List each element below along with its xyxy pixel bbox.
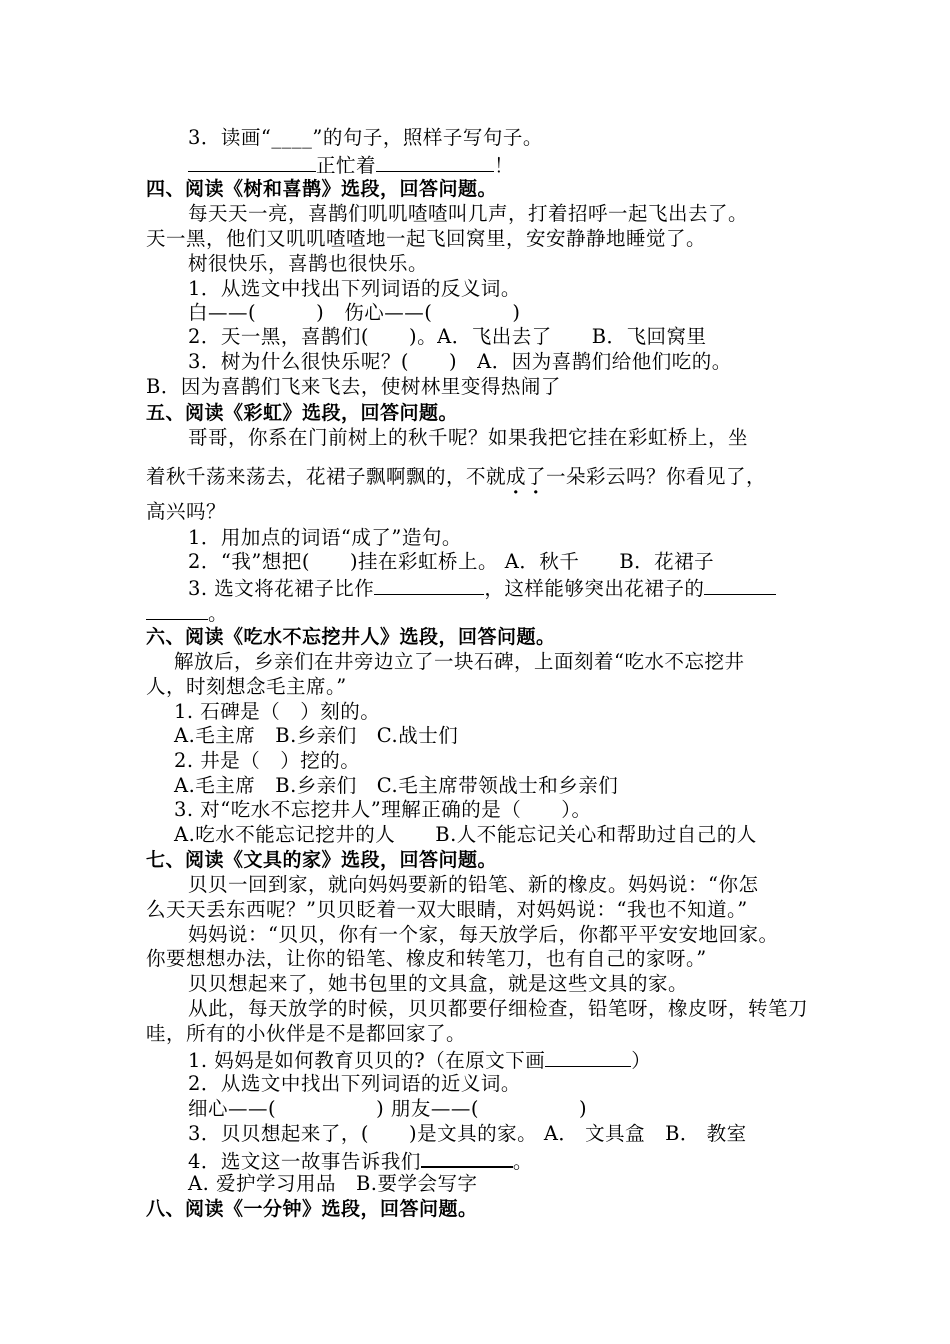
question-line: 1．用加点的词语“成了”造句。 [188,526,462,549]
question-line: B．因为喜鹊们飞来飞去，使树林里变得热闹了 [146,375,561,398]
option-line: A.毛主席 B.乡亲们 C.战士们 [174,724,459,747]
option-line: A.吃水不能忘记挖井的人 B.人不能忘记关心和帮助过自己的人 [174,823,757,846]
passage-line: 每天天一亮，喜鹊们叽叽喳喳叫几声，打着招呼一起飞出去了。 [188,202,749,225]
answer-blank[interactable] [421,1146,513,1168]
question-line: 3. 对“吃水不忘挖井人”理解正确的是（ ）。 [174,798,592,821]
question-line [188,1046,651,1074]
section-heading: 六、阅读《吃水不忘挖井人》选段，回答问题。 [146,626,556,648]
option-line: A. 爱护学习用品 B.要学会写字 [188,1172,478,1195]
question-line: 2．从选文中找出下列词语的近义词。 [188,1072,521,1095]
dotted-word-char: 成 [506,465,527,488]
question-line: 白——( ) 伤心——( ) [188,301,521,324]
section-heading: 四、阅读《树和喜鹊》选段，回答问题。 [146,178,498,200]
text-span: 3. 选文将花裙子比作 [188,577,375,600]
question-line: 细心——( ) 朋友——( ) [188,1097,588,1120]
passage-line: 贝贝想起来了，她书包里的文具盒，就是这些文具的家。 [188,972,689,995]
passage-line: 哥哥，你系在门前树上的秋千呢？如果我把它挂在彩虹桥上，坐 [188,426,749,449]
text-span: ） [631,1049,652,1072]
answer-blank[interactable] [376,151,494,172]
passage-line: 树很快乐，喜鹊也很快乐。 [188,252,429,275]
passage-line [146,464,766,490]
question-line: 1．从选文中找出下列词语的反义词。 [188,277,521,300]
passage-line: 贝贝一回到家，就向妈妈要新的铅笔、新的橡皮。妈妈说：“你怎 [188,873,759,896]
question-line: 3．贝贝想起来了，( )是文具的家。 A． 文具盒 B． 教室 [188,1122,747,1145]
passage-line: 你要想想办法，让你的铅笔、橡皮和转笔刀，也有自己的家呀。” [146,947,707,970]
question-line: 2．天一黑，喜鹊们( )。A．飞出去了 B．飞回窝里 [188,325,707,348]
text-span: 。 [208,602,229,625]
question-line: 2．“我”想把( )挂在彩虹桥上。 A．秋千 B．花裙子 [188,550,715,573]
text-span: ！ [494,154,515,177]
question-line [146,599,228,627]
answer-blank[interactable] [146,599,208,620]
section-heading: 七、阅读《文具的家》选段，回答问题。 [146,849,498,871]
text-span: 4．选文这一故事告诉我们 [188,1150,421,1173]
passage-line: 高兴吗？ [146,500,227,523]
passage-line: 哇，所有的小伙伴是不是都回家了。 [146,1022,467,1045]
text-span: 着秋千荡来荡去，花裙子飘啊飘的，不就 [146,465,507,488]
dotted-word-char: 了 [526,465,547,488]
passage-line: 天一黑，他们又叽叽喳喳地一起飞回窝里，安安静静地睡觉了。 [146,227,707,250]
text-span: 。 [512,1150,533,1173]
passage-line: 人，时刻想念毛主席。” [146,675,347,698]
answer-blank[interactable] [374,574,484,595]
section-heading: 五、阅读《彩虹》选段，回答问题。 [146,402,459,424]
passage-line: 妈妈说：“贝贝，你有一个家，每天放学后，你都平平安安地回家。 [188,923,779,946]
text-span: ，这样能够突出花裙子的 [484,577,705,600]
section-heading: 八、阅读《一分钟》选段，回答问题。 [146,1198,478,1220]
text-span: 正忙着 [316,154,377,177]
passage-line: 解放后，乡亲们在井旁边立了一块石碑，上面刻着“吃水不忘挖井 [174,650,745,673]
question-line: 3．树为什么很快乐呢？( ) A．因为喜鹊们给他们吃的。 [188,350,732,373]
question-line: 3．读画“____”的句子，照样子写句子。 [188,126,543,149]
option-line: A.毛主席 B.乡亲们 C.毛主席带领战士和乡亲们 [174,774,619,797]
text-span: 1. 妈妈是如何教育贝贝的?（在原文下画 [188,1049,546,1072]
answer-blank[interactable] [704,574,776,595]
question-line: 1. 石碑是（ ）刻的。 [174,700,381,723]
text-span: 一朵彩云吗？你看见了， [546,465,767,488]
fill-blank-line [188,151,514,179]
passage-line: 从此，每天放学的时候，贝贝都要仔细检查，铅笔呀，橡皮呀，转笔刀 [188,997,809,1020]
question-line: 2. 井是（ ）挖的。 [174,749,361,772]
answer-blank[interactable] [545,1046,631,1067]
question-line [188,574,776,602]
passage-line: 么天天丢东西呢？”贝贝眨着一双大眼睛，对妈妈说：“我也不知道。” [146,898,748,921]
answer-blank[interactable] [188,151,316,172]
